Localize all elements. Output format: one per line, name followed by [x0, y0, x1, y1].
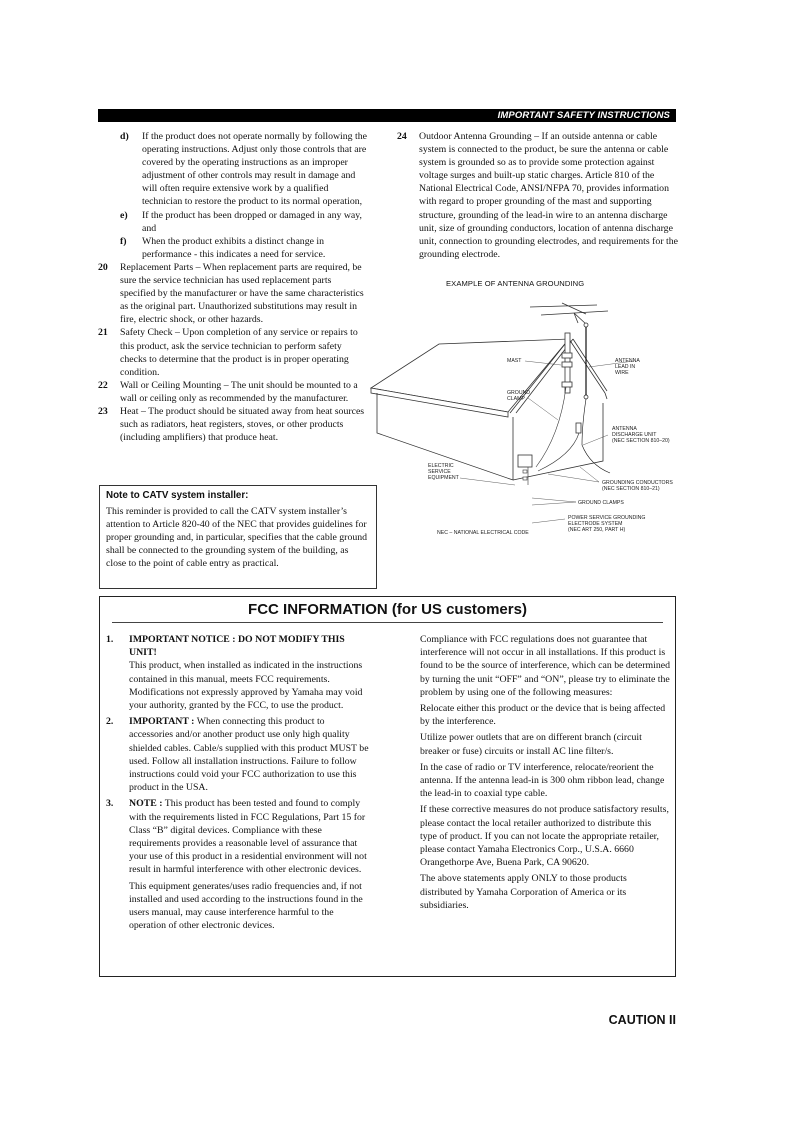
- item-number: 21: [98, 327, 108, 339]
- fcc-paragraph: Compliance with FCC regulations does not guarantee that interference will not occur in all installations. If this product is found to be the source of interference, which can be determined by turning the unit “OFF” and “ON”, please try to eliminate the problem by using one of the following measures:: [420, 634, 670, 698]
- lead-in-wire: [582, 327, 610, 473]
- fcc-item-body: This product, when installed as indicated in the instructions contained in this manual, meets FCC requirements. Modifications not expressly approved by Yamaha may void your authority, granted by the FCC, to use the product.: [129, 660, 363, 712]
- fcc-title-rule: [112, 622, 663, 623]
- safety-item-21: [98, 326, 368, 378]
- antenna-grounding-diagram: [360, 295, 690, 540]
- item-text: Replacement Parts – When replacement parts are required, be sure the service technician has used replacement parts specified by the manufacturer or have the same characteristics as the original part. Unauthorized substitutions may result in fire, electric shock, or other hazards.: [120, 261, 364, 326]
- sub-item-list: [120, 130, 368, 261]
- grounding-conductors: [528, 387, 579, 485]
- sub-item-text: If the product has been dropped or damaged in any way, and: [142, 209, 362, 234]
- label-grounding-conductors: GROUNDING CONDUCTORS: [602, 480, 673, 486]
- fcc-title: FCC INFORMATION (for US customers): [248, 601, 527, 618]
- diagram-title: EXAMPLE OF ANTENNA GROUNDING: [446, 279, 585, 288]
- label-discharge-unit: (NEC SECTION 810–20): [612, 438, 670, 444]
- item-text: Safety Check – Upon completion of any service or repairs to this product, ask the service technician to perform safety checks to determine that the product is in proper operating condition.: [120, 327, 358, 378]
- fcc-left-column: [106, 633, 371, 935]
- item-number: 22: [98, 379, 108, 391]
- item-number: 24: [397, 131, 407, 142]
- fcc-paragraph: In the case of radio or TV interference, relocate/reorient the antenna. If the antenna lead-in is 300 ohm ribbon lead, change the lead-in to coaxial type cable.: [420, 761, 665, 800]
- fcc-item-2: [106, 715, 371, 794]
- fcc-paragraph: Utilize power outlets that are on different branch (circuit breaker or fuse) circuits or install AC line filter/s.: [420, 732, 642, 757]
- catv-note-body: This reminder is provided to call the CATV system installer’s attention to Article 820-40 of the NEC that provides guidelines for proper grounding and, in particular, specifies that the cable ground shall be connected to the grounding system of the building, as close to the point of cable entry as practical.: [106, 506, 368, 569]
- label-discharge-unit: DISCHARGE UNIT: [612, 432, 657, 438]
- fcc-item-heading: IMPORTANT NOTICE : DO NOT MODIFY THIS UNIT!: [129, 634, 345, 659]
- label-ground-clamps: GROUND CLAMPS: [578, 500, 624, 506]
- label-nec-legend: NEC – NATIONAL ELECTRICAL CODE: [437, 530, 529, 536]
- antenna: [530, 303, 608, 327]
- catv-note-box: [99, 485, 377, 589]
- label-antenna-lead-in: WIRE: [615, 370, 629, 376]
- electric-service-box: [518, 455, 532, 467]
- fcc-item-heading: NOTE :: [129, 798, 163, 810]
- fcc-item-extra: This equipment generates/uses radio frequencies and, if not installed and used according to the instructions found in the users manual, may cause interference harmful to the operation of other electronic devices.: [129, 880, 363, 932]
- fcc-item-heading: IMPORTANT :: [129, 716, 195, 728]
- label-antenna-lead-in: ANTENNA: [615, 358, 640, 364]
- ground-clamps: [523, 470, 527, 480]
- label-ground-clamp: GROUND: [507, 390, 531, 396]
- fcc-item-3: [106, 797, 371, 932]
- safety-item-24: [397, 130, 680, 261]
- sub-item: [120, 209, 368, 235]
- fcc-paragraph: The above statements apply ONLY to those products distributed by Yamaha Corporation of America or its subsidiaries.: [420, 873, 627, 911]
- fcc-item-1: [106, 633, 371, 712]
- label-mast: MAST: [507, 358, 522, 364]
- item-number: 23: [98, 405, 108, 417]
- safety-item-22: [98, 379, 368, 405]
- section-title: IMPORTANT SAFETY INSTRUCTIONS: [497, 110, 670, 121]
- fcc-paragraph: If these corrective measures do not produce satisfactory results, please contact the local retailer authorized to distribute this type of product. If you can not locate the appropriate retailer, please contact Yamaha Electronics Corp., U.S.A. 6660 Orangethorpe Ave, Buena Park, CA 90620.: [420, 804, 669, 869]
- sub-item: [120, 235, 368, 261]
- fcc-information-box: [99, 596, 676, 977]
- safety-item-23: [98, 405, 368, 444]
- sub-item-text: If the product does not operate normally by following the operating instructions. Adjust only those controls that are covered by the operating instructions as an improper adjustment of other controls may result in damage and will often require extensive work by a qualified technician to restore the product to its normal operation,: [142, 131, 367, 208]
- fcc-item-body: When connecting this product to accessories and/or another product use only high quality shielded cables. Cable/s supplied with this product MUST be used. Follow all installation instructions. Failure to follow instructions could void your FCC authorization to use this product in the USA.: [129, 716, 369, 794]
- fcc-item-number: 2.: [106, 716, 114, 728]
- left-column: [98, 130, 368, 444]
- house-outline: [371, 339, 607, 480]
- discharge-unit: [576, 423, 581, 433]
- item-text: Heat – The product should be situated away from heat sources such as radiators, heat registers, stoves, or other products (including amplifiers) that produce heat.: [120, 405, 365, 444]
- label-power-service: (NEC ART 250, PART H): [568, 527, 626, 533]
- label-ground-clamp: CLAMP: [507, 396, 525, 402]
- fcc-right-column: [420, 633, 670, 915]
- label-electric-service: SERVICE: [428, 469, 451, 475]
- label-power-service: POWER SERVICE GROUNDING: [568, 515, 646, 521]
- page-label: CAUTION II: [608, 1013, 676, 1027]
- label-discharge-unit: ANTENNA: [612, 426, 637, 432]
- sub-item-text: When the product exhibits a distinct change in performance - this indicates a need for service.: [142, 235, 326, 260]
- label-electric-service: ELECTRIC: [428, 463, 454, 469]
- safety-item-20: [98, 261, 368, 326]
- label-electric-service: EQUIPMENT: [428, 475, 459, 481]
- fcc-item-number: 3.: [106, 798, 114, 810]
- label-grounding-conductors: (NEC SECTION 810–21): [602, 486, 660, 492]
- right-column: [397, 130, 680, 261]
- item-number: 20: [98, 261, 108, 273]
- fcc-paragraph: Relocate either this product or the device that is being affected by the interference.: [420, 703, 666, 728]
- sub-item-marker: e): [120, 209, 128, 221]
- sub-item-marker: d): [120, 131, 129, 142]
- sub-item-marker: f): [120, 235, 127, 247]
- item-text: Outdoor Antenna Grounding – If an outside antenna or cable system is connected to the product, be sure the antenna or cable system is grounded so as to provide some protection against voltage surges and built-up static charges. Article 810 of the National Electrical Code, ANSI/NFPA 70, provides information with regard to proper grounding of the mast and supporting structure, grounding of the lead-in wire to an antenna discharge unit, size of grounding conductors, location of antenna discharge unit, connection to grounding electrodes, and requirements for the grounding electrode.: [419, 131, 678, 260]
- fcc-item-number: 1.: [106, 634, 114, 645]
- label-power-service: ELECTRODE SYSTEM: [568, 521, 623, 527]
- item-text: Wall or Ceiling Mounting – The unit should be mounted to a wall or ceiling only as recommended by the manufacturer.: [120, 379, 358, 404]
- section-header-bar: [98, 109, 676, 122]
- fcc-item-body: This product has been tested and found to comply with the requirements listed in FCC Regulations, Part 15 for Class “B” digital devices. Compliance with these requirements provides a reasonable level of assurance that your use of this product in a residential environment will not result in harmful interference with other electronic devices.: [129, 798, 367, 876]
- catv-note-title: Note to CATV system installer:: [106, 490, 249, 501]
- label-antenna-lead-in: LEAD IN: [615, 364, 636, 370]
- sub-item: [120, 130, 368, 209]
